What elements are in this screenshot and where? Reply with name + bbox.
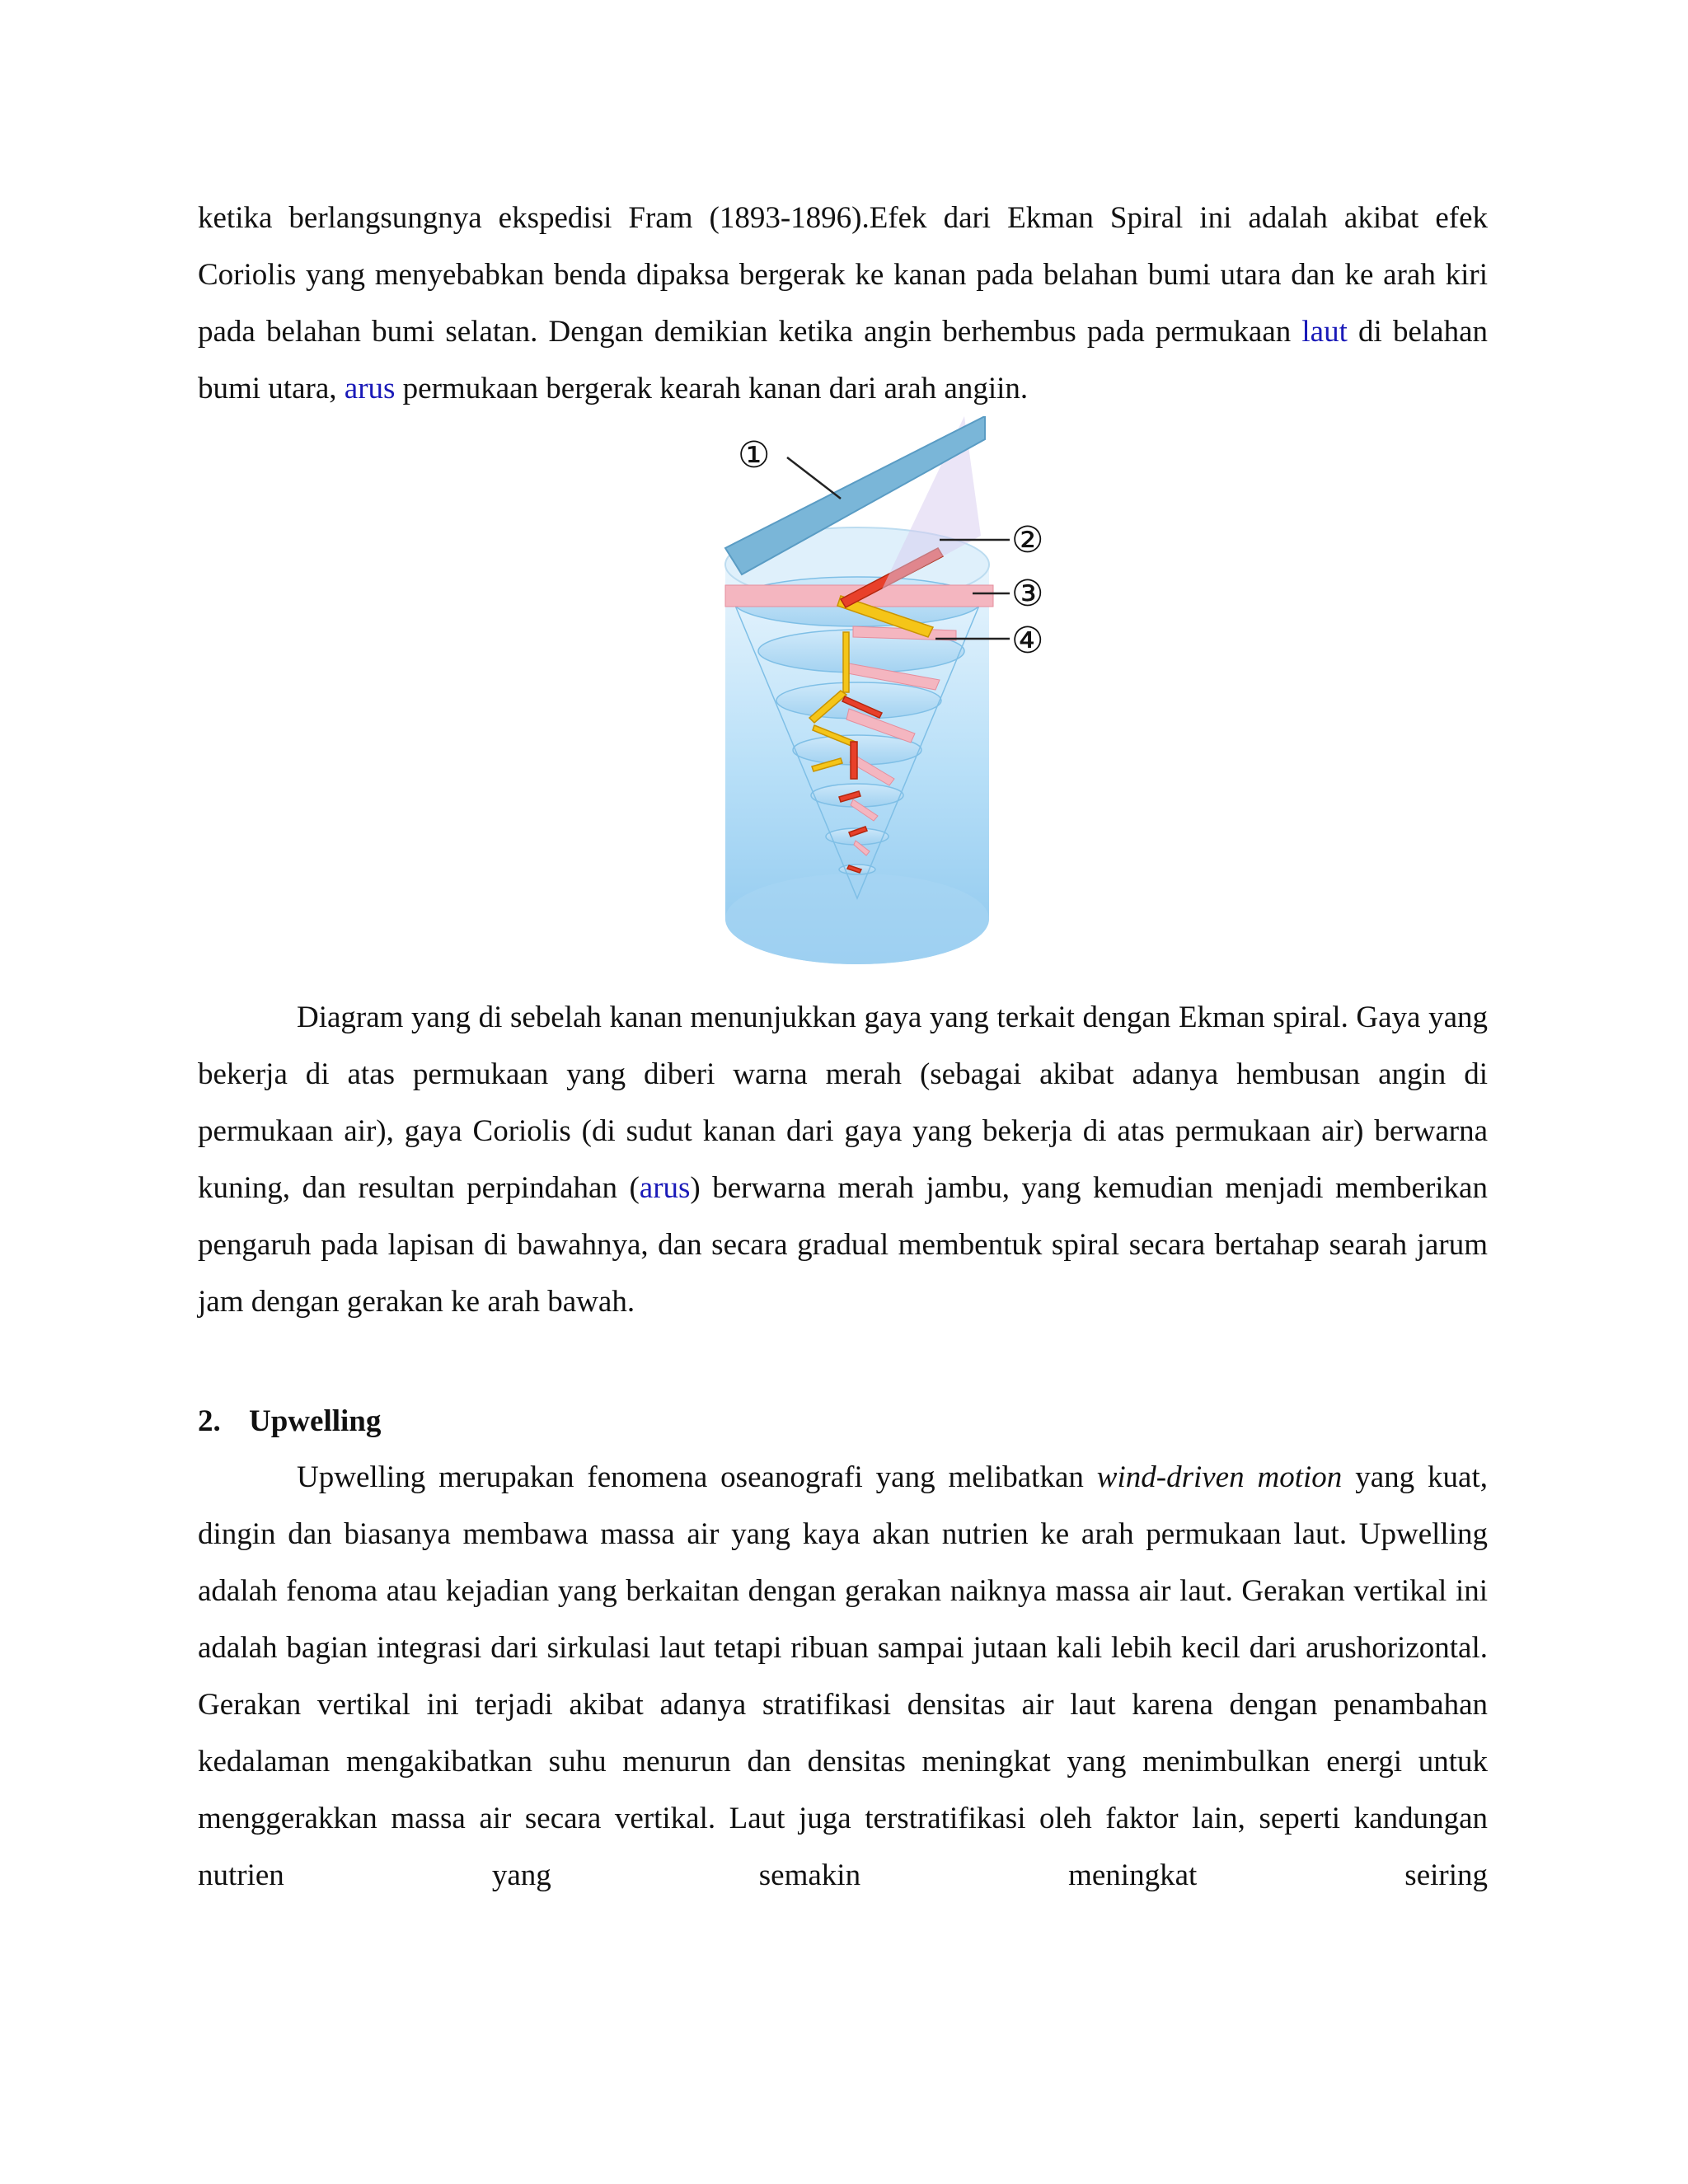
paragraph-diagram-explanation — [198, 989, 1488, 1330]
link-arus[interactable]: arus — [639, 1171, 691, 1205]
ekman-spiral-diagram — [717, 416, 1071, 977]
paragraph-ekman-intro — [198, 190, 1488, 417]
paragraph-text: yang kuat, dingin dan biasanya membawa massa air yang kaya akan nutrien ke arah permukaan laut. Upwelling adalah fenoma atau kejadian yang berkaitan dengan gerakan naiknya massa air laut. Gerakan vertikal ini adalah bagian integrasi dari sirkulasi laut tetapi ribuan sampai jutaan kali lebih kecil dari arushorizontal. Gerakan vertikal ini terjadi akibat adanya stratifikasi densitas air laut karena dengan penambahan kedalaman mengakibatkan suhu menurun dan densitas meningkat yang menimbulkan energi untuk menggerakkan massa air secara vertikal. Laut juga terstratifikasi oleh faktor lain, seperti kandungan nutrien yang semakin meningkat seiring — [198, 1460, 1488, 1892]
paragraph-text: Diagram yang di sebelah kanan menunjukkan gaya yang terkait dengan Ekman spiral. Gaya yang bekerja di atas permukaan yang diberi warna merah (sebagai akibat adanya hembusan angin di permukaan air), gaya Coriolis (di sudut kanan dari gaya yang bekerja di atas permukaan air) berwarna kuning, dan resultan perpindahan ( — [198, 1001, 1488, 1205]
section-heading — [198, 1393, 381, 1450]
link-laut[interactable]: laut — [1301, 315, 1348, 349]
link-arus[interactable]: arus — [344, 372, 396, 405]
diagram-label-2: ② — [1011, 519, 1044, 561]
paragraph-text: ketika berlangsungnya ekspedisi Fram (1893-1896).Efek dari Ekman Spiral ini adalah akibat efek Coriolis yang menyebabkan benda dipaksa bergerak ke kanan pada belahan bumi utara dan ke arah kiri pada belahan bumi selatan. Dengan demikian ketika angin berhembus pada permukaan — [198, 201, 1488, 349]
paragraph-text: permukaan bergerak kearah kanan dari arah angiin. — [395, 372, 1029, 405]
diagram-label-1: ① — [738, 434, 771, 476]
diagram-label-4: ④ — [1011, 620, 1044, 662]
diagram-label-3: ③ — [1011, 573, 1044, 615]
italic-term: wind-driven motion — [1096, 1460, 1343, 1494]
section-title: Upwelling — [249, 1404, 382, 1438]
paragraph-text: ) berwarna merah jambu, yang kemudian menjadi memberikan pengaruh pada lapisan di bawahnya, dan secara gradual membentuk spiral secara bertahap searah jarum jam dengan gerakan ke arah bawah. — [198, 1171, 1488, 1319]
paragraph-text: Upwelling merupakan fenomena oseanografi yang melibatkan — [297, 1460, 1097, 1494]
paragraph-upwelling — [198, 1449, 1488, 1904]
paragraph-text: di belahan bumi utara, — [198, 315, 1489, 405]
section-number: 2. — [198, 1404, 221, 1438]
